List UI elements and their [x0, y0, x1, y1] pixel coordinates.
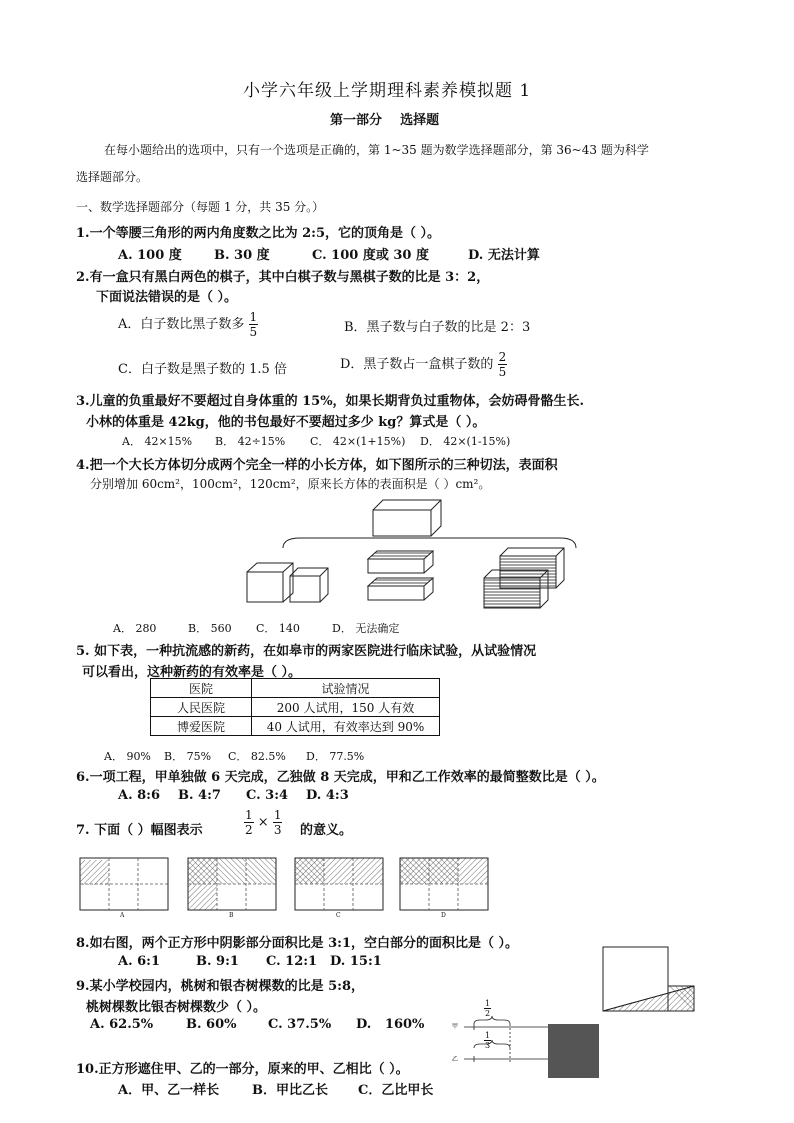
intro-line-1: 在每小题给出的选项中，只有一个选项是正确的，第 1~35 题为数学选择题部分，第 36~43 题为科学: [104, 143, 649, 157]
q10-option-b[interactable]: B．甲比乙长: [252, 1083, 328, 1098]
q9-option-d[interactable]: D. 160%: [356, 1017, 425, 1032]
q8-option-a[interactable]: A. 6:1: [118, 954, 161, 969]
table-cell: 博爱医院: [151, 717, 252, 736]
q8-option-d[interactable]: D. 15:1: [330, 954, 382, 969]
table-cell: 200 人试用，150 人有效: [252, 698, 440, 717]
q9-stem-2: 桃树棵数比银杏树棵数少（ ）。: [86, 1000, 267, 1015]
q4-stem-1: 4.把一个大长方体切分成两个完全一样的小长方体，如下图所示的三种切法，表面积: [76, 458, 558, 473]
q8-option-b[interactable]: B. 9:1: [196, 954, 239, 969]
q9-option-c[interactable]: C. 37.5%: [268, 1017, 332, 1032]
q8-stem: 8.如右图，两个正方形中阴影部分面积比是 3:1，空白部分的面积比是（ ）。: [76, 936, 519, 951]
q7-label-d[interactable]: D: [441, 912, 446, 919]
intro-line-2: 选择题部分。: [76, 170, 149, 184]
table-cell: 40 人试用，有效率达到 90%: [252, 717, 440, 736]
table-header: 试验情况: [252, 679, 440, 698]
q7-label-c[interactable]: C: [336, 912, 341, 919]
q2-option-d[interactable]: D．黑子数占一盒棋子数的 $\frac{2}{5}$: [340, 350, 507, 379]
q1-stem: 1.一个等腰三角形的两内角度数之比为 2:5，它的顶角是（ ）。: [76, 226, 441, 241]
q2-option-a[interactable]: A．白子数比黑子数多 $\frac{1}{5}$: [118, 310, 258, 339]
q5-stem-2: 可以看出，这种新药的有效率是（ ）。: [82, 665, 302, 680]
page-title: 小学六年级上学期理科素养模拟题 1: [243, 81, 532, 101]
q7-label-a[interactable]: A: [120, 912, 125, 919]
q7-expression: $\frac{1}{2}$ × $\frac{1}{3}$: [245, 808, 282, 837]
q3-option-a[interactable]: A． 42×15%: [122, 435, 193, 448]
q6-option-a[interactable]: A. 8:6: [118, 788, 161, 803]
q5-stem-1: 5. 如下表，一种抗流感的新药，在如皋市的两家医院进行临床试验，从试验情况: [76, 644, 537, 659]
q4-stem-2: 分别增加 60cm²，100cm²，120cm²，原来长方体的表面积是（ ）cm²。: [90, 477, 491, 491]
q6-stem: 6.一项工程，甲单独做 6 天完成，乙独做 8 天完成，甲和乙工作效率的最简整数比是（ ）。: [76, 770, 605, 785]
q4-option-a[interactable]: A． 280: [113, 622, 157, 635]
q5-option-b[interactable]: B． 75%: [164, 750, 212, 763]
q6-option-b[interactable]: B. 4:7: [178, 788, 221, 803]
q6-option-d[interactable]: D. 4:3: [306, 788, 349, 803]
table-row: [151, 717, 440, 736]
q5-option-d[interactable]: D． 77.5%: [306, 750, 365, 763]
fraction: $\frac{2}{5}$: [498, 350, 507, 379]
q10-label-yi: 乙: [452, 1056, 459, 1063]
q10-fraction-bottom: $\frac{1}{3}$: [485, 1031, 491, 1050]
q3-option-d[interactable]: D． 42×(1-15%): [420, 435, 511, 448]
q7-stem-a: 7. 下面（ ）幅图表示: [76, 823, 203, 838]
fraction: $\frac{1}{5}$: [249, 310, 258, 339]
q9-option-a[interactable]: A. 62.5%: [90, 1017, 154, 1032]
q10-option-c[interactable]: C．乙比甲长: [358, 1083, 434, 1098]
table-row: [151, 698, 440, 717]
section-heading: 一、数学选择题部分（每题 1 分，共 35 分。）: [76, 200, 325, 214]
q6-option-c[interactable]: C. 3:4: [246, 788, 289, 803]
q4-option-b[interactable]: B． 560: [188, 622, 232, 635]
q2-option-c[interactable]: C．白子数是黑子数的 1.5 倍: [118, 362, 287, 377]
q3-stem-1: 3.儿童的负重最好不要超过自身体重的 15%，如果长期背负过重物体，会妨碍骨骼生长.: [76, 394, 585, 409]
q2-stem-2: 下面说法错误的是（ ）。: [96, 290, 238, 305]
q7-stem-b: 的意义。: [300, 823, 353, 838]
fraction: $\frac{1}{2}$: [245, 808, 253, 837]
table-header-row: [151, 679, 440, 698]
q7-label-b[interactable]: B: [229, 912, 234, 919]
q4-option-c[interactable]: C． 140: [256, 622, 300, 635]
q9-stem-1: 9.某小学校园内，桃树和银杏树棵数的比是 5:8，: [76, 979, 364, 994]
q1-option-d[interactable]: D. 无法计算: [468, 248, 540, 263]
q10-fraction-top: $\frac{1}{2}$: [485, 999, 491, 1018]
q3-option-b[interactable]: B． 42÷15%: [215, 435, 286, 448]
table-header: 医院: [151, 679, 252, 698]
q1-option-c[interactable]: C. 100 度或 30 度: [312, 248, 429, 263]
q5-option-a[interactable]: A． 90%: [104, 750, 151, 763]
hospital-table: [150, 678, 440, 736]
table-cell: 人民医院: [151, 698, 252, 717]
part-title: 第一部分 选择题: [330, 113, 440, 128]
q8-option-c[interactable]: C. 12:1: [266, 954, 318, 969]
q1-option-b[interactable]: B. 30 度: [214, 248, 270, 263]
q5-option-c[interactable]: C． 82.5%: [228, 750, 286, 763]
q1-option-a[interactable]: A. 100 度: [118, 248, 182, 263]
q10-option-a[interactable]: A．甲、乙一样长: [118, 1083, 220, 1098]
q10-stem: 10.正方形遮住甲、乙的一部分，原来的甲、乙相比（ ）。: [76, 1062, 409, 1077]
q2-option-b[interactable]: B．黑子数与白子数的比是 2：3: [344, 320, 531, 335]
q3-stem-2: 小林的体重是 42kg，他的书包最好不要超过多少 kg？算式是（ ）。: [86, 415, 486, 430]
q4-option-d[interactable]: D． 无法确定: [332, 622, 400, 635]
fraction: $\frac{1}{3}$: [273, 808, 282, 837]
q9-option-b[interactable]: B. 60%: [186, 1017, 237, 1032]
q3-option-c[interactable]: C． 42×(1+15%): [310, 435, 406, 448]
q10-label-jia: 甲: [452, 1023, 459, 1030]
q2-stem-1: 2.有一盒只有黑白两色的棋子，其中白棋子数与黑棋子数的比是 3：2，: [76, 270, 490, 285]
